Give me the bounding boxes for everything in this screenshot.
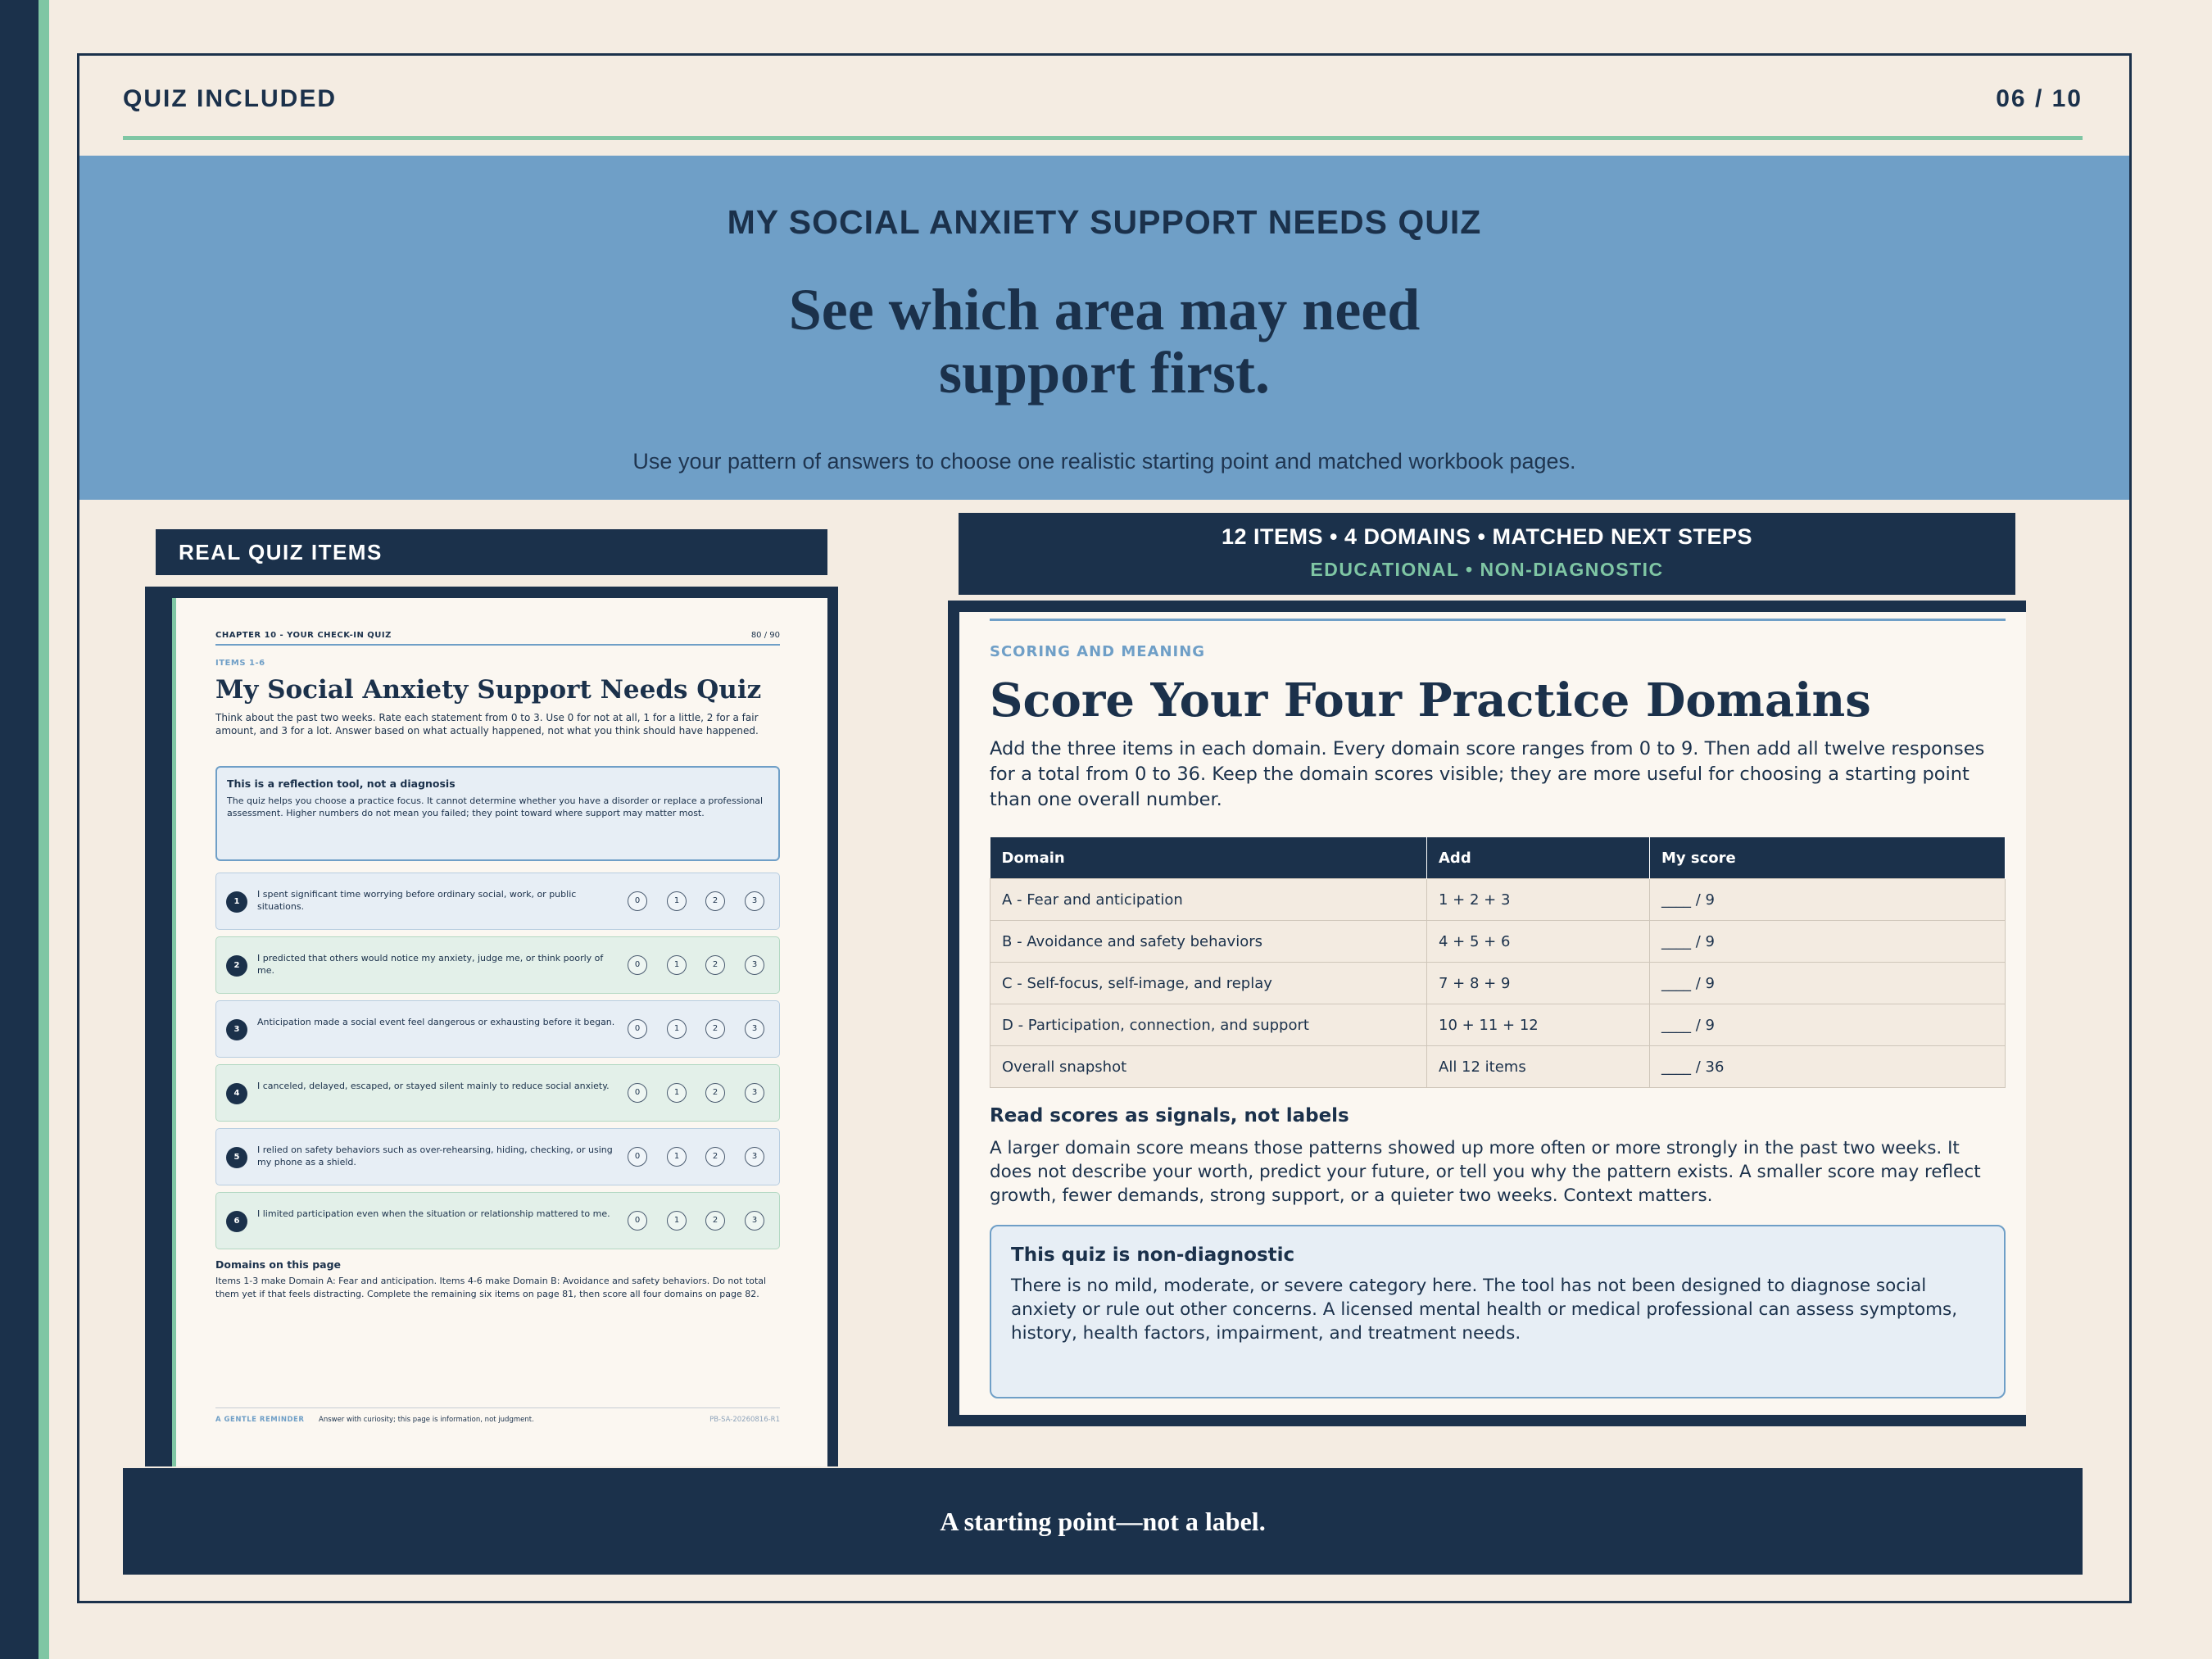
scoring-eyebrow: SCORING AND MEANING	[990, 643, 1206, 660]
quiz-question	[215, 1064, 780, 1122]
domains-title: Domains on this page	[215, 1258, 341, 1271]
read-scores-body: A larger domain score means those patterns showed up more often or more strongly in the past two weeks. It does not describe your worth, predict your future, or tell you why the pattern exists. A smaller score may reflect growth, fewer demands, strong support, or a quieter two weeks. Context matters.	[990, 1138, 1981, 1206]
summary-banner-line1: 12 ITEMS • 4 DOMAINS • MATCHED NEXT STEPS	[1222, 524, 1752, 549]
non-diagnostic-note	[990, 1225, 2006, 1398]
answer-option-3[interactable]: 3	[745, 1083, 764, 1103]
preview-footer-label: A GENTLE REMINDER	[215, 1416, 305, 1424]
table-cell: C - Self-focus, self-image, and replay	[990, 963, 1427, 1004]
question-text: I relied on safety behaviors such as over-rehearsing, hiding, checking, or using my phone as a shield.	[257, 1145, 613, 1167]
table-cell: Overall snapshot	[990, 1046, 1427, 1088]
preview-footer-text: Answer with curiosity; this page is information, not judgment.	[319, 1416, 534, 1424]
preview-title: My Social Anxiety Support Needs Quiz	[215, 675, 762, 705]
quiz-question	[215, 1128, 780, 1185]
answer-option-2[interactable]: 2	[705, 1211, 725, 1231]
score-blank: ____ / 9	[1650, 879, 2006, 921]
preview-intro: Think about the past two weeks. Rate each statement from 0 to 3. Use 0 for not at all, 1 for a little, 2 for a fair amount, and 3 for a lot. Answer based on what actually happened, not what you think should have happened.	[215, 712, 759, 737]
question-text: I predicted that others would notice my anxiety, judge me, or think poorly of me.	[257, 953, 604, 976]
preview-chapter: CHAPTER 10 - YOUR CHECK-IN QUIZ	[215, 631, 392, 640]
reflection-note	[215, 766, 780, 861]
answer-option-1[interactable]: 1	[667, 1147, 687, 1167]
table-cell: B - Avoidance and safety behaviors	[990, 921, 1427, 963]
question-number: 3	[226, 1019, 247, 1040]
page-number: 06 / 10	[1996, 85, 2083, 112]
question-number: 2	[226, 955, 247, 977]
answer-option-1[interactable]: 1	[667, 1083, 687, 1103]
quiz-items-label: REAL QUIZ ITEMS	[156, 529, 827, 575]
table-row	[990, 963, 2006, 1004]
table-row	[990, 921, 2006, 963]
table-cell: 7 + 8 + 9	[1427, 963, 1650, 1004]
domains-body: Items 1-3 make Domain A: Fear and anticipation. Items 4-6 make Domain B: Avoidance and safety behaviors. Do not total them yet if that feels distracting. Complete the remaining six items on page 81, then score all four domains on page 82.	[215, 1276, 767, 1299]
table-row	[990, 879, 2006, 921]
preview-footer-code: PB-SA-20260816-R1	[709, 1416, 780, 1424]
quiz-summary-banner	[959, 513, 2015, 595]
quiz-preview-page	[172, 598, 827, 1466]
scoring-preview-page	[959, 612, 2026, 1415]
section-label: QUIZ INCLUDED	[123, 85, 337, 112]
reflection-note-body: The quiz helps you choose a practice focus. It cannot determine whether you have a disorder or replace a professional assessment. Higher numbers do not mean you failed; they point toward where support may matter most.	[227, 796, 764, 818]
table-cell: A - Fear and anticipation	[990, 879, 1427, 921]
table-cell: D - Participation, connection, and support	[990, 1004, 1427, 1046]
quiz-question	[215, 936, 780, 994]
preview-items-label: ITEMS 1-6	[215, 659, 265, 668]
hero-headline-line1: See which area may need	[788, 277, 1421, 342]
scoring-intro: Add the three items in each domain. Every domain score ranges from 0 to 9. Then add all twelve responses for a total from 0 to 36. Keep the domain scores visible; they are more useful for choosing a starting point than one overall number.	[990, 738, 1985, 810]
answer-option-2[interactable]: 2	[705, 1019, 725, 1039]
answer-option-1[interactable]: 1	[667, 891, 687, 911]
spine-dark	[0, 0, 39, 1659]
score-blank: ____ / 36	[1650, 1046, 2006, 1088]
answer-option-0[interactable]: 0	[628, 1019, 647, 1039]
hero-headline	[79, 279, 2129, 405]
answer-option-1[interactable]: 1	[667, 1211, 687, 1231]
hero-subline: Use your pattern of answers to choose one realistic starting point and matched workbook pages.	[632, 449, 1576, 474]
scoring-title: Score Your Four Practice Domains	[990, 673, 1871, 728]
spine-accent	[39, 0, 49, 1659]
column-header-my-score: My score	[1650, 837, 2006, 879]
answer-option-0[interactable]: 0	[628, 1083, 647, 1103]
summary-banner-line2: EDUCATIONAL • NON-DIAGNOSTIC	[1310, 559, 1664, 580]
score-blank: ____ / 9	[1650, 963, 2006, 1004]
answer-option-0[interactable]: 0	[628, 955, 647, 975]
table-cell: 10 + 11 + 12	[1427, 1004, 1650, 1046]
non-diagnostic-title: This quiz is non-diagnostic	[1011, 1244, 1295, 1266]
quiz-question	[215, 1000, 780, 1058]
read-scores-title: Read scores as signals, not labels	[990, 1105, 1349, 1126]
quiz-question	[215, 1192, 780, 1249]
scoring-table	[990, 837, 2006, 1088]
answer-option-1[interactable]: 1	[667, 955, 687, 975]
answer-option-0[interactable]: 0	[628, 891, 647, 911]
table-cell: 4 + 5 + 6	[1427, 921, 1650, 963]
hero-eyebrow: MY SOCIAL ANXIETY SUPPORT NEEDS QUIZ	[727, 203, 1482, 241]
scoring-divider	[990, 619, 2006, 621]
table-cell: 1 + 2 + 3	[1427, 879, 1650, 921]
header-divider	[123, 136, 2083, 140]
answer-option-0[interactable]: 0	[628, 1147, 647, 1167]
answer-option-2[interactable]: 2	[705, 1083, 725, 1103]
non-diagnostic-body: There is no mild, moderate, or severe category here. The tool has not been designed to diagnose social anxiety or rule out other concerns. A licensed mental health or medical professional can assess symptoms, history, health factors, impairment, and treatment needs.	[1011, 1276, 1958, 1344]
column-header-add: Add	[1427, 837, 1650, 879]
question-number: 5	[226, 1147, 247, 1168]
table-row	[990, 1004, 2006, 1046]
answer-option-3[interactable]: 3	[745, 891, 764, 911]
reflection-note-title: This is a reflection tool, not a diagnosis	[227, 777, 456, 790]
question-text: I limited participation even when the situation or relationship mattered to me.	[257, 1208, 610, 1219]
table-row	[990, 1046, 2006, 1088]
score-blank: ____ / 9	[1650, 1004, 2006, 1046]
answer-option-0[interactable]: 0	[628, 1211, 647, 1231]
quiz-question	[215, 873, 780, 930]
question-number: 6	[226, 1211, 247, 1232]
table-header-row	[990, 837, 2006, 879]
preview-divider	[215, 644, 780, 646]
hero-headline-line2: support first.	[938, 340, 1270, 406]
preview-page-number: 80 / 90	[750, 631, 780, 640]
answer-option-3[interactable]: 3	[745, 955, 764, 975]
question-text: Anticipation made a social event feel dangerous or exhausting before it began.	[257, 1017, 615, 1027]
hero-banner	[79, 156, 2129, 500]
answer-option-3[interactable]: 3	[745, 1019, 764, 1039]
answer-option-3[interactable]: 3	[745, 1147, 764, 1167]
column-header-domain: Domain	[990, 837, 1427, 879]
question-number: 1	[226, 891, 247, 913]
footer-tagline: A starting point—not a label.	[123, 1468, 2083, 1575]
answer-option-2[interactable]: 2	[705, 1147, 725, 1167]
question-text: I canceled, delayed, escaped, or stayed silent mainly to reduce social anxiety.	[257, 1081, 610, 1091]
answer-option-2[interactable]: 2	[705, 891, 725, 911]
score-blank: ____ / 9	[1650, 921, 2006, 963]
question-text: I spent significant time worrying before ordinary social, work, or public situations.	[257, 889, 577, 912]
answer-option-3[interactable]: 3	[745, 1211, 764, 1231]
answer-option-1[interactable]: 1	[667, 1019, 687, 1039]
table-cell: All 12 items	[1427, 1046, 1650, 1088]
answer-option-2[interactable]: 2	[705, 955, 725, 975]
question-number: 4	[226, 1083, 247, 1104]
preview-footer-divider	[215, 1407, 780, 1408]
